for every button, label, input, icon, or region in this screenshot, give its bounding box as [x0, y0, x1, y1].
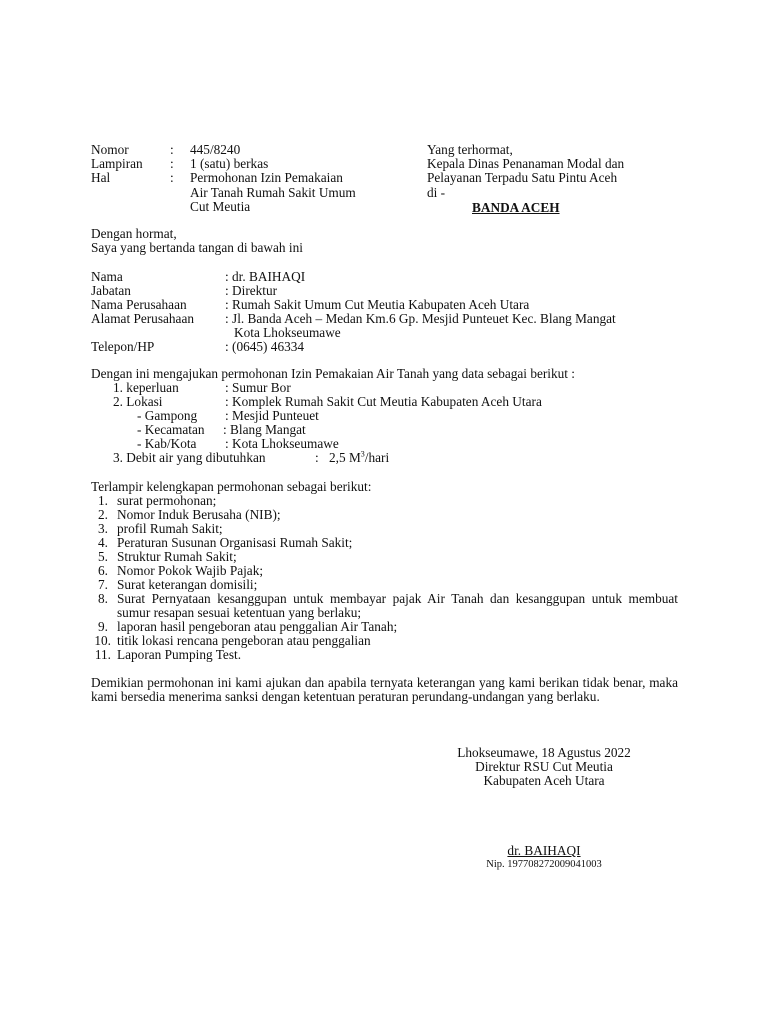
list-item-number: 3.	[98, 521, 108, 536]
hal-line-3: Cut Meutia	[190, 199, 251, 214]
keperluan-value: : Sumur Bor	[225, 380, 291, 395]
lampiran-value: 1 (satu) berkas	[190, 156, 269, 171]
nomor-colon: :	[170, 142, 174, 157]
lokasi-value: : Komplek Rumah Sakit Cut Meutia Kabupaten Aceh Utara	[225, 394, 542, 409]
recipient-line-4: di -	[427, 185, 446, 200]
recipient-line-3: Pelayanan Terpadu Satu Pintu Aceh	[427, 170, 618, 185]
list-item-number: 6.	[98, 563, 108, 578]
nomor-value: 445/8240	[190, 142, 241, 157]
signatory-nip: Nip. 197708272009041003	[486, 859, 602, 870]
list-item: titik lokasi rencana pengeboran atau penggalian	[117, 633, 371, 648]
list-item: Surat keterangan domisili;	[117, 577, 258, 592]
gampong-label: - Gampong	[137, 408, 198, 423]
list-item-number: 1.	[98, 493, 108, 508]
list-item: Laporan Pumping Test.	[117, 647, 242, 662]
recipient-city: BANDA ACEH	[472, 200, 560, 215]
greeting: Dengan hormat,	[91, 226, 177, 241]
hal-colon: :	[170, 170, 174, 185]
list-item-number: 11.	[94, 647, 111, 662]
recipient-salutation: Yang terhormat,	[427, 142, 513, 157]
nama-label: Nama	[91, 269, 123, 284]
list-item: Nomor Pokok Wajib Pajak;	[117, 563, 264, 578]
place-date: Lhokseumawe, 18 Agustus 2022	[457, 745, 631, 760]
list-item: Peraturan Susunan Organisasi Rumah Sakit;	[117, 535, 353, 550]
list-item-number: 4.	[98, 535, 108, 550]
alamat-label: Alamat Perusahaan	[91, 311, 195, 326]
debit-label: 3. Debit air yang dibutuhkan	[113, 450, 266, 465]
kabkota-value: : Kota Lhokseumawe	[225, 436, 339, 451]
jabatan-value: : Direktur	[225, 283, 278, 298]
list-item-number: 10.	[94, 633, 111, 648]
list-item-number: 7.	[98, 577, 108, 592]
debit-colon: :	[315, 450, 319, 465]
telepon-label: Telepon/HP	[91, 339, 155, 354]
gampong-value: : Mesjid Punteuet	[225, 408, 319, 423]
keperluan-label: 1. keperluan	[113, 380, 179, 395]
list-item-number: 2.	[98, 507, 108, 522]
kecamatan-label: - Kecamatan	[137, 422, 205, 437]
closing-paragraph: Demikian permohonan ini kami ajukan dan apabila ternyata keterangan yang kami berikan tidak benar, maka kami bersedia menerima sanksi dengan ketentuan peraturan perundang-undangan yang berlaku.	[91, 675, 678, 705]
attachments-intro: Terlampir kelengkapan permohonan sebagai berikut:	[91, 479, 372, 494]
nomor-label: Nomor	[91, 142, 129, 157]
debit-value: 2,5 $M^3$/hari	[329, 449, 390, 465]
lampiran-colon: :	[170, 156, 174, 171]
lokasi-label: 2. Lokasi	[113, 394, 163, 409]
alamat-value-2: Kota Lhokseumawe	[234, 325, 341, 340]
list-item: Surat Pernyataan kesanggupan untuk membayar pajak Air Tanah dan kesanggupan untuk membuat sumur resapan sesuai ketentuan yang berlaku;	[117, 591, 678, 621]
perusahaan-value: : Rumah Sakit Umum Cut Meutia Kabupaten Aceh Utara	[225, 297, 530, 312]
signatory-title-2: Kabupaten Aceh Utara	[483, 773, 605, 788]
list-item: Struktur Rumah Sakit;	[117, 549, 237, 564]
signatory-name: dr. BAIHAQI	[507, 843, 581, 858]
telepon-value: : (0645) 46334	[225, 339, 305, 354]
kecamatan-value: : Blang Mangat	[223, 422, 306, 437]
hal-line-2: Air Tanah Rumah Sakit Umum	[190, 185, 356, 200]
hal-label: Hal	[91, 170, 111, 185]
list-item-number: 9.	[98, 619, 108, 634]
request-intro: Dengan ini mengajukan permohonan Izin Pemakaian Air Tanah yang data sebagai berikut :	[91, 366, 576, 381]
list-item: profil Rumah Sakit;	[117, 521, 223, 536]
intro-sentence: Saya yang bertanda tangan di bawah ini	[91, 240, 303, 255]
kabkota-label: - Kab/Kota	[137, 436, 197, 451]
list-item-number: 8.	[98, 591, 108, 606]
nama-value: : dr. BAIHAQI	[225, 269, 306, 284]
list-item: laporan hasil pengeboran atau penggalian Air Tanah;	[117, 619, 398, 634]
perusahaan-label: Nama Perusahaan	[91, 297, 187, 312]
alamat-value-1: : Jl. Banda Aceh – Medan Km.6 Gp. Mesjid Punteuet Kec. Blang Mangat	[225, 311, 616, 326]
signatory-title-1: Direktur RSU Cut Meutia	[475, 759, 613, 774]
list-item: surat permohonan;	[117, 493, 217, 508]
debit-superscript: 3	[360, 449, 365, 459]
recipient-line-2: Kepala Dinas Penanaman Modal dan	[427, 156, 625, 171]
list-item: Nomor Induk Berusaha (NIB);	[117, 507, 281, 522]
jabatan-label: Jabatan	[91, 283, 131, 298]
hal-line-1: Permohonan Izin Pemakaian	[190, 170, 343, 185]
lampiran-label: Lampiran	[91, 156, 143, 171]
list-item-number: 5.	[98, 549, 108, 564]
